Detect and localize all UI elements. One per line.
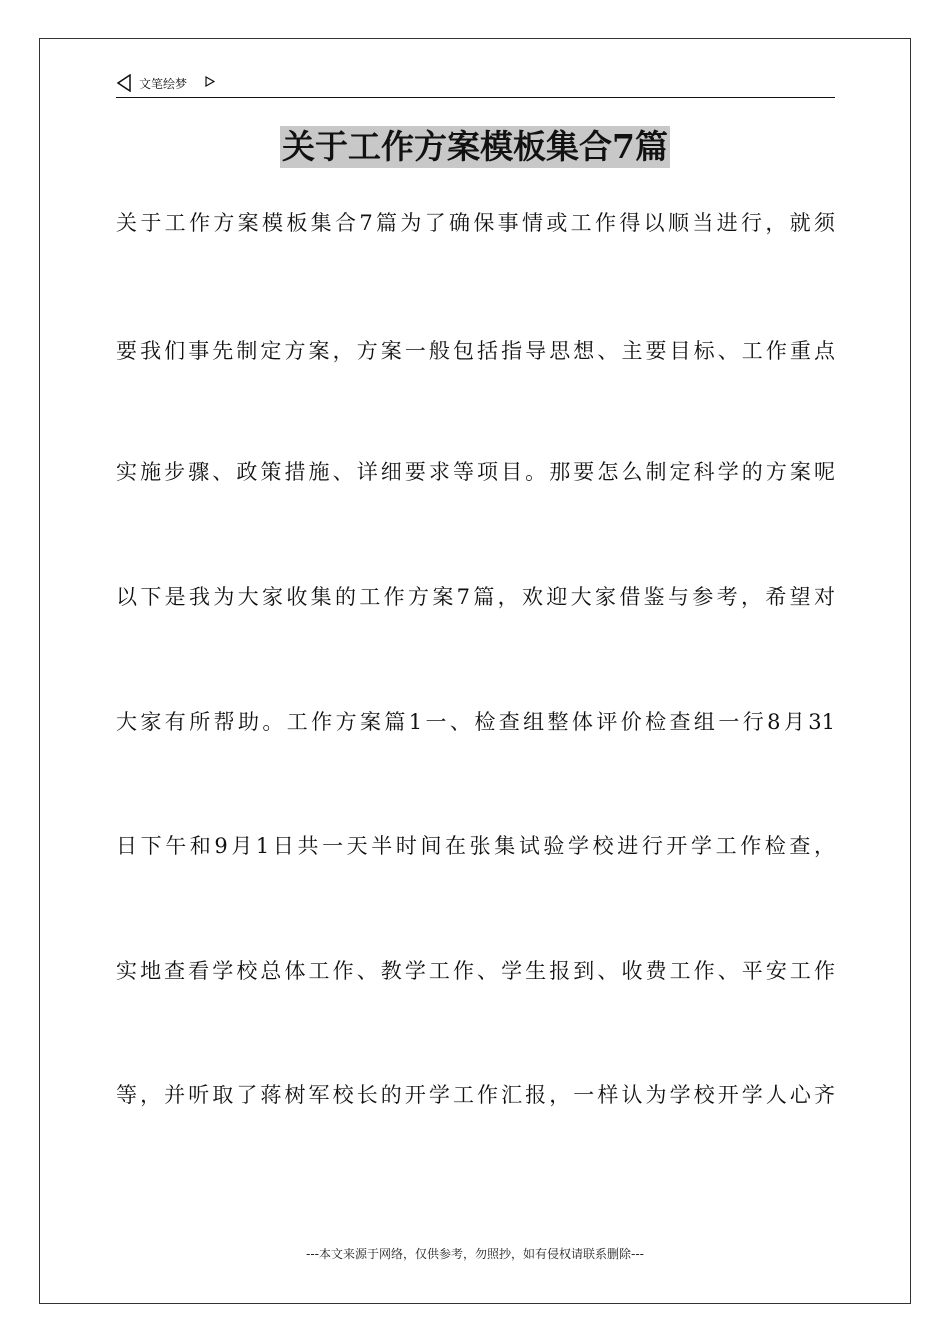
body-line-2: 要我们事先制定方案，方案一般包括指导思想、主要目标、工作重点 xyxy=(116,339,835,363)
title-container xyxy=(0,126,950,168)
body-line-6: 日下午和9月1日共一天半时间在张集试验学校进行开学工作检查， xyxy=(116,834,835,858)
body-line-5: 大家有所帮助。工作方案篇1一、检查组整体评价检查组一行8月31 xyxy=(116,710,835,734)
page-header xyxy=(116,72,835,98)
body-line-7: 实地查看学校总体工作、教学工作、学生报到、收费工作、平安工作 xyxy=(116,959,835,983)
body-line-1: 关于工作方案模板集合7篇为了确保事情或工作得以顺当进行，就须 xyxy=(116,211,835,235)
document-title: 关于工作方案模板集合7篇 xyxy=(282,127,668,166)
triangle-right-outline-icon xyxy=(205,76,215,87)
header-label: 文笔绘梦 xyxy=(139,77,188,91)
triangle-left-outline-icon xyxy=(116,74,132,92)
body-line-3: 实施步骤、政策措施、详细要求等项目。那要怎么制定科学的方案呢 xyxy=(116,460,835,484)
body-line-4: 以下是我为大家收集的工作方案7篇，欢迎大家借鉴与参考，希望对 xyxy=(116,585,835,609)
footer-disclaimer: ---本文来源于网络，仅供参考，勿照抄，如有侵权请联系删除--- xyxy=(306,1247,644,1261)
body-line-8: 等，并听取了蒋树军校长的开学工作汇报，一样认为学校开学人心齐 xyxy=(116,1083,835,1107)
